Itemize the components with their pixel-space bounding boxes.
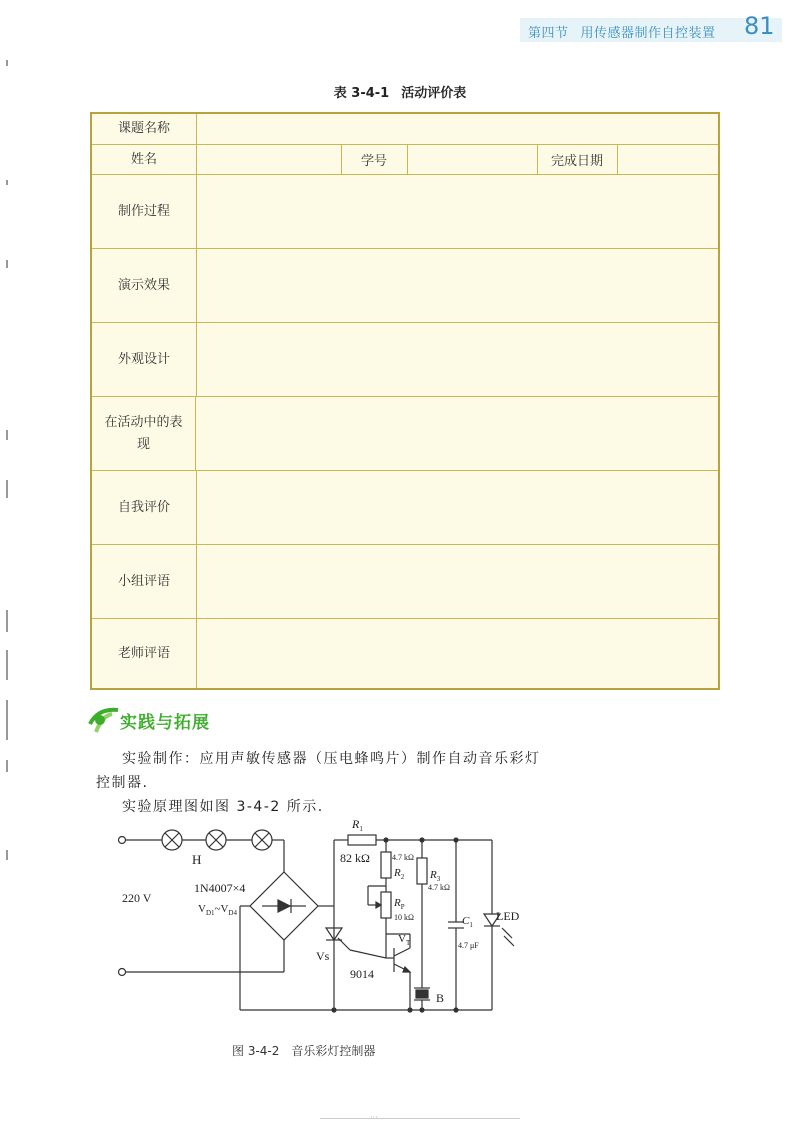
led-label: LED bbox=[496, 909, 520, 923]
footer-mark bbox=[320, 1113, 520, 1123]
row-label-process: 制作过程 bbox=[92, 175, 197, 248]
header-section: 第四节 bbox=[528, 26, 569, 41]
diode-model-label: 1N4007×4 bbox=[194, 881, 246, 895]
scr-label: Vs bbox=[316, 949, 330, 963]
figure-title: 音乐彩灯控制器 bbox=[291, 1044, 376, 1058]
student-id-label: 学号 bbox=[341, 145, 408, 174]
table-row-topic bbox=[92, 114, 718, 144]
table-row bbox=[92, 174, 718, 248]
row-label-group-comment: 小组评语 bbox=[92, 545, 197, 618]
table-row bbox=[92, 248, 718, 322]
figure-caption bbox=[232, 1042, 387, 1059]
topic-value-cell[interactable] bbox=[196, 114, 718, 144]
buzzer-label: B bbox=[436, 991, 445, 1005]
section-icon bbox=[88, 704, 122, 736]
circuit-diagram bbox=[100, 810, 560, 1035]
name-label: 姓名 bbox=[92, 145, 197, 174]
table-row bbox=[92, 470, 718, 544]
table-caption bbox=[0, 82, 800, 101]
header-title: 用传感器制作自控装置 bbox=[580, 26, 716, 41]
paragraph-2: 实验原理图如图 3-4-2 所示. bbox=[122, 799, 324, 815]
terminal-top bbox=[119, 837, 126, 844]
name-value-cell[interactable] bbox=[196, 145, 342, 174]
table-row-identity bbox=[92, 144, 718, 174]
junction-dot bbox=[420, 838, 424, 842]
lamp-icon bbox=[252, 830, 272, 850]
r3-label: $R_3$ bbox=[430, 869, 441, 883]
paragraph-1-line-1: 实验制作：应用声敏传感器（压电蜂鸣片）制作自动音乐彩灯 bbox=[122, 751, 541, 767]
table-row bbox=[92, 544, 718, 618]
junction-dot bbox=[420, 1008, 424, 1012]
resistor-r1 bbox=[348, 835, 376, 845]
buzzer-icon bbox=[414, 988, 430, 1000]
date-value-cell[interactable] bbox=[617, 145, 718, 174]
paragraph-1-line-2: 控制器. bbox=[96, 775, 149, 791]
table-row bbox=[92, 322, 718, 396]
r2-value: 4.7 kΩ bbox=[392, 853, 414, 862]
table-row bbox=[92, 618, 718, 688]
student-id-value-cell[interactable] bbox=[407, 145, 538, 174]
terminal-bottom bbox=[119, 969, 126, 976]
page-number: 81 bbox=[744, 12, 775, 40]
r2-label: $R_2$ bbox=[394, 867, 405, 881]
junction-dot bbox=[332, 1008, 336, 1012]
lamp-icon bbox=[162, 830, 182, 850]
c1-label: $C_1$ bbox=[462, 915, 473, 929]
row-label-appearance: 外观设计 bbox=[92, 323, 197, 396]
diode-range-label: $V_{D1}\sim V_{D4}$ bbox=[198, 903, 237, 917]
table-caption-number: 表 3-4-1 bbox=[333, 86, 390, 101]
row-label-teacher-comment: 老师评语 bbox=[92, 619, 197, 688]
transistor-label: $V_T$ bbox=[398, 933, 411, 947]
r1-value: 82 kΩ bbox=[340, 851, 370, 865]
c1-value: 4.7 μF bbox=[458, 941, 479, 950]
topic-label: 课题名称 bbox=[92, 114, 197, 144]
bridge-rectifier bbox=[250, 872, 318, 940]
voltage-label: 220 V bbox=[122, 891, 152, 905]
evaluation-table bbox=[90, 112, 720, 690]
junction-dot bbox=[408, 1008, 412, 1012]
rp-value: 10 kΩ bbox=[394, 913, 414, 922]
section-title: 实践与拓展 bbox=[120, 713, 210, 733]
date-label: 完成日期 bbox=[537, 145, 618, 174]
row-label-self-eval: 自我评价 bbox=[92, 471, 197, 544]
r3-value: 4.7 kΩ bbox=[428, 883, 450, 892]
transistor-model: 9014 bbox=[350, 967, 374, 981]
r1-label: $R_1$ bbox=[352, 817, 363, 833]
table-caption-title: 活动评价表 bbox=[401, 86, 467, 101]
row-label-performance: 在活动中的表现 bbox=[92, 397, 196, 470]
resistor-r2 bbox=[381, 852, 391, 878]
rp-label: $R_P$ bbox=[394, 897, 405, 911]
junction-dot bbox=[454, 838, 458, 842]
lamp-label: H bbox=[192, 852, 202, 867]
resistor-r3 bbox=[417, 858, 427, 884]
figure-number: 图 3-4-2 bbox=[232, 1044, 280, 1058]
footer-text: ··· bbox=[370, 1113, 378, 1122]
row-label-demo: 演示效果 bbox=[92, 249, 197, 322]
scr-icon bbox=[326, 928, 350, 950]
junction-dot bbox=[454, 1008, 458, 1012]
running-header bbox=[528, 22, 716, 41]
junction-dot bbox=[384, 838, 388, 842]
lamp-icon bbox=[206, 830, 226, 850]
table-row bbox=[92, 396, 718, 470]
potentiometer-rp bbox=[381, 892, 391, 918]
